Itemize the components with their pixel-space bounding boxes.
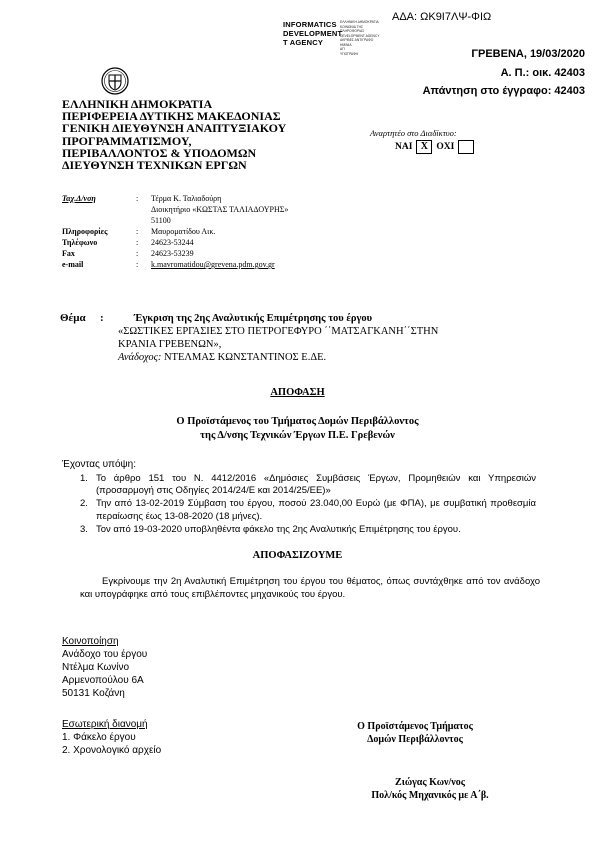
contact-value: 51100 [151, 216, 171, 225]
reply-reference: Απάντηση στο έγγραφο: 42403 [422, 85, 585, 97]
list-item-number: 1. [80, 473, 88, 484]
notification-block [62, 635, 147, 700]
list-item-text: Την από 13-02-2019 Σύμβαση του έργου, ποσού 23.040,00 Ευρώ (με ΦΠΑ), με συμβατική προθεσμία περαίωσης έως 13-08-2020 (18 μήνες). [96, 498, 536, 522]
contact-value: Μαυροματίδου Αικ. [151, 227, 216, 236]
authority-line: ΕΛΛΗΝΙΚΗ ΔΗΜΟΚΡΑΤΙΑ [62, 97, 213, 111]
authority-line: ΠΕΡΙΒΑΛΛΟΝΤΟΣ & ΥΠΟΔΟΜΩΝ [62, 145, 257, 160]
contact-label: Τηλέφωνο [62, 238, 98, 247]
signatory-title [325, 720, 505, 746]
contact-row: Τηλέφωνο : 24623-53244 [62, 237, 351, 248]
authority-line: ΓΕΝΙΚΗ ΔΙΕΥΘΥΝΣΗ ΑΝΑΠΤΥΞΙΑΚΟΥ [62, 121, 287, 136]
notification-line: Αρμενοπούλου 6Α [62, 675, 144, 686]
yes-label: ΝΑΙ [395, 142, 413, 152]
signatory-title-line-2: Δομών Περιβάλλοντος [367, 734, 463, 745]
contact-row: Ταχ.Δ/νση : Τέρμα Κ. Ταλιαδούρη [62, 193, 351, 204]
logo-name-line: INFORMATICS DEVELOPMENT T AGENCY [283, 20, 343, 47]
email-link[interactable]: k.mavromatidou@grevena.pdm.gov.gr [151, 260, 275, 269]
authority-line: ΔΙΕΥΘΥΝΣΗ ΤΕΧΝΙΚΩΝ ΕΡΓΩΝ [62, 158, 247, 173]
contact-value: 24623-53244 [151, 238, 194, 247]
decision-title: ΑΠΟΦΑΣΗ [270, 387, 325, 398]
contact-label: Πληροφορίες [62, 227, 108, 236]
ada-code: ΑΔΑ: ΩΚ9Ι7ΛΨ-ΦΙΩ [392, 11, 492, 23]
contact-row: Fax : 24623-53239 [62, 248, 351, 259]
contact-row: e-mail : k.mavromatidou@grevena.pdm.gov.gr [62, 259, 351, 270]
authority-title-line-2: της Δ/νσης Τεχνικών Έργων Π.Ε. Γρεβενών [200, 430, 395, 441]
authority-line: ΠΡΟΓΡΑΜΜΑΤΙΣΜΟΥ, [62, 133, 192, 148]
internal-distribution-title: Εσωτερική διανομή [62, 719, 148, 730]
authority-line: ΠΕΡΙΦΕΡΕΙΑ ΔΥΤΙΚΗΣ ΜΑΚΕΔΟΝΙΑΣ [62, 109, 281, 124]
contact-label [62, 215, 136, 226]
contact-label: e-mail [62, 260, 84, 269]
protocol-number: Α. Π.: οικ. 42403 [500, 67, 585, 79]
contact-label: Fax [62, 249, 75, 258]
no-label: ΟΧΙ [436, 142, 455, 152]
internal-distribution-line: 1. Φάκελο έργου [62, 732, 136, 743]
list-item-number: 3. [80, 523, 88, 535]
list-item [80, 524, 540, 536]
yes-checkbox[interactable]: X [416, 140, 432, 154]
subject-line-3: ΚΡΑΝΙΑ ΓΡΕΒΕΝΩΝ», [118, 339, 222, 350]
contact-label: Ταχ.Δ/νση [62, 194, 96, 203]
document-date: ΓΡΕΒΕΝΑ, 19/03/2020 [471, 48, 585, 60]
considering-list [80, 473, 540, 537]
internet-posting-label: Αναρτητέο στο Διαδίκτυο: [370, 128, 457, 138]
contact-value: Διοικητήριο «ΚΩΣΤΑΣ ΤΑΛΙΑΔΟΥΡΗΣ» [151, 205, 289, 214]
contact-label [62, 204, 136, 215]
decision-text: Εγκρίνουμε την 2η Αναλυτική Επιμέτρηση του έργου του θέματος, όπως συντάχθηκε από τον ανάδοχο και υπογράφηκε από τους επιβλέποντες μηχανικούς του έργου. [80, 576, 540, 600]
signatory-name: Ζιώγας Κων/νος [395, 777, 465, 788]
notification-line: 50131 Κοζάνη [62, 688, 125, 699]
internal-distribution-block [62, 718, 161, 757]
contact-value: Τέρμα Κ. Ταλιαδούρη [151, 194, 222, 203]
list-item [80, 473, 540, 497]
logo-caption: ΕΛΛΗΝΙΚΗ ΔΗΜΟΚΡΑΤΙΑ ΚΟΙΝΩΝΙΑ ΤΗΣ ΠΛΗΡΟΦΟΡΙΑΣ DEVELOPMENT AGENCY ΑΚΡΙΒΕΣ ΑΝΤΙΓΡΑΦΟ ΗΜ/ΝΙΑ ΑΠ ΥΠΟΓΡΑΦΗ [340, 20, 380, 56]
contact-value: 24623-53239 [151, 249, 194, 258]
internal-distribution-line: 2. Χρονολογικό αρχείο [62, 745, 162, 756]
considering-label: Έχοντας υπόψη: [62, 459, 136, 470]
contractor-line [118, 351, 488, 364]
list-item-text: Τον από 19-03-2020 υποβληθέντα φάκελο της 2ης Αναλυτικής Επιμέτρησης του έργου. [96, 523, 461, 535]
list-item [80, 498, 540, 522]
subject-colon: : [100, 312, 104, 324]
notification-line: Ανάδοχο του έργου [62, 649, 148, 660]
logo-agency-name [283, 20, 342, 47]
greek-coat-of-arms-icon [100, 66, 130, 96]
signatory-title-line-1: Ο Προϊστάμενος Τμήματος [357, 721, 473, 732]
list-item-number: 2. [80, 498, 88, 510]
contact-row: Πληροφορίες : Μαυροματίδου Αικ. [62, 226, 351, 237]
contractor-name: ΝΤΕΛΜΑΣ ΚΩΝΣΤΑΝΤΙΝΟΣ Ε.ΔΕ. [163, 352, 327, 363]
issuing-authority [62, 98, 286, 171]
notification-title: Κοινοποίηση [62, 636, 119, 647]
internet-posting-options [395, 140, 474, 154]
contact-row [62, 215, 351, 226]
contact-row [62, 204, 351, 215]
subject-label: Θέμα [60, 312, 86, 324]
authority-title-line-1: Ο Προϊστάμενος του Τμήματος Δομών Περιβάλλοντος [176, 416, 419, 427]
contact-details [62, 193, 351, 270]
subject-line-1: Έγκριση της 2ης Αναλυτικής Επιμέτρησης του έργου [134, 313, 373, 324]
contractor-label: Ανάδοχος: [118, 352, 162, 363]
no-checkbox[interactable] [458, 140, 474, 154]
subject-text [118, 312, 488, 364]
we-decide-heading: ΑΠΟΦΑΣΙΖΟΥΜΕ [252, 550, 343, 561]
signatory-role: Πολ/κός Μηχανικός με Α΄β. [371, 790, 489, 801]
list-item-text: Το άρθρο 151 του Ν. 4412/2016 «Δημόσιες Συμβάσεις Έργων, Προμηθειών και Υπηρεσιών (προσαρμογή στις Οδηγίες 2014/24/Ε και 2014/25/ΕΕ)» [96, 473, 536, 497]
signatory-name-block [340, 776, 520, 802]
notification-line: Ντέλμα Κωνίνο [62, 662, 130, 673]
subject-line-2: «ΣΩΣΤΙΚΕΣ ΕΡΓΑΣΙΕΣ ΣΤΟ ΠΕΤΡΟΓΕΦΥΡΟ ΄΄ΜΑΤΣΑΓΚΑΝΗ΄΄ΣΤΗΝ [118, 326, 439, 337]
